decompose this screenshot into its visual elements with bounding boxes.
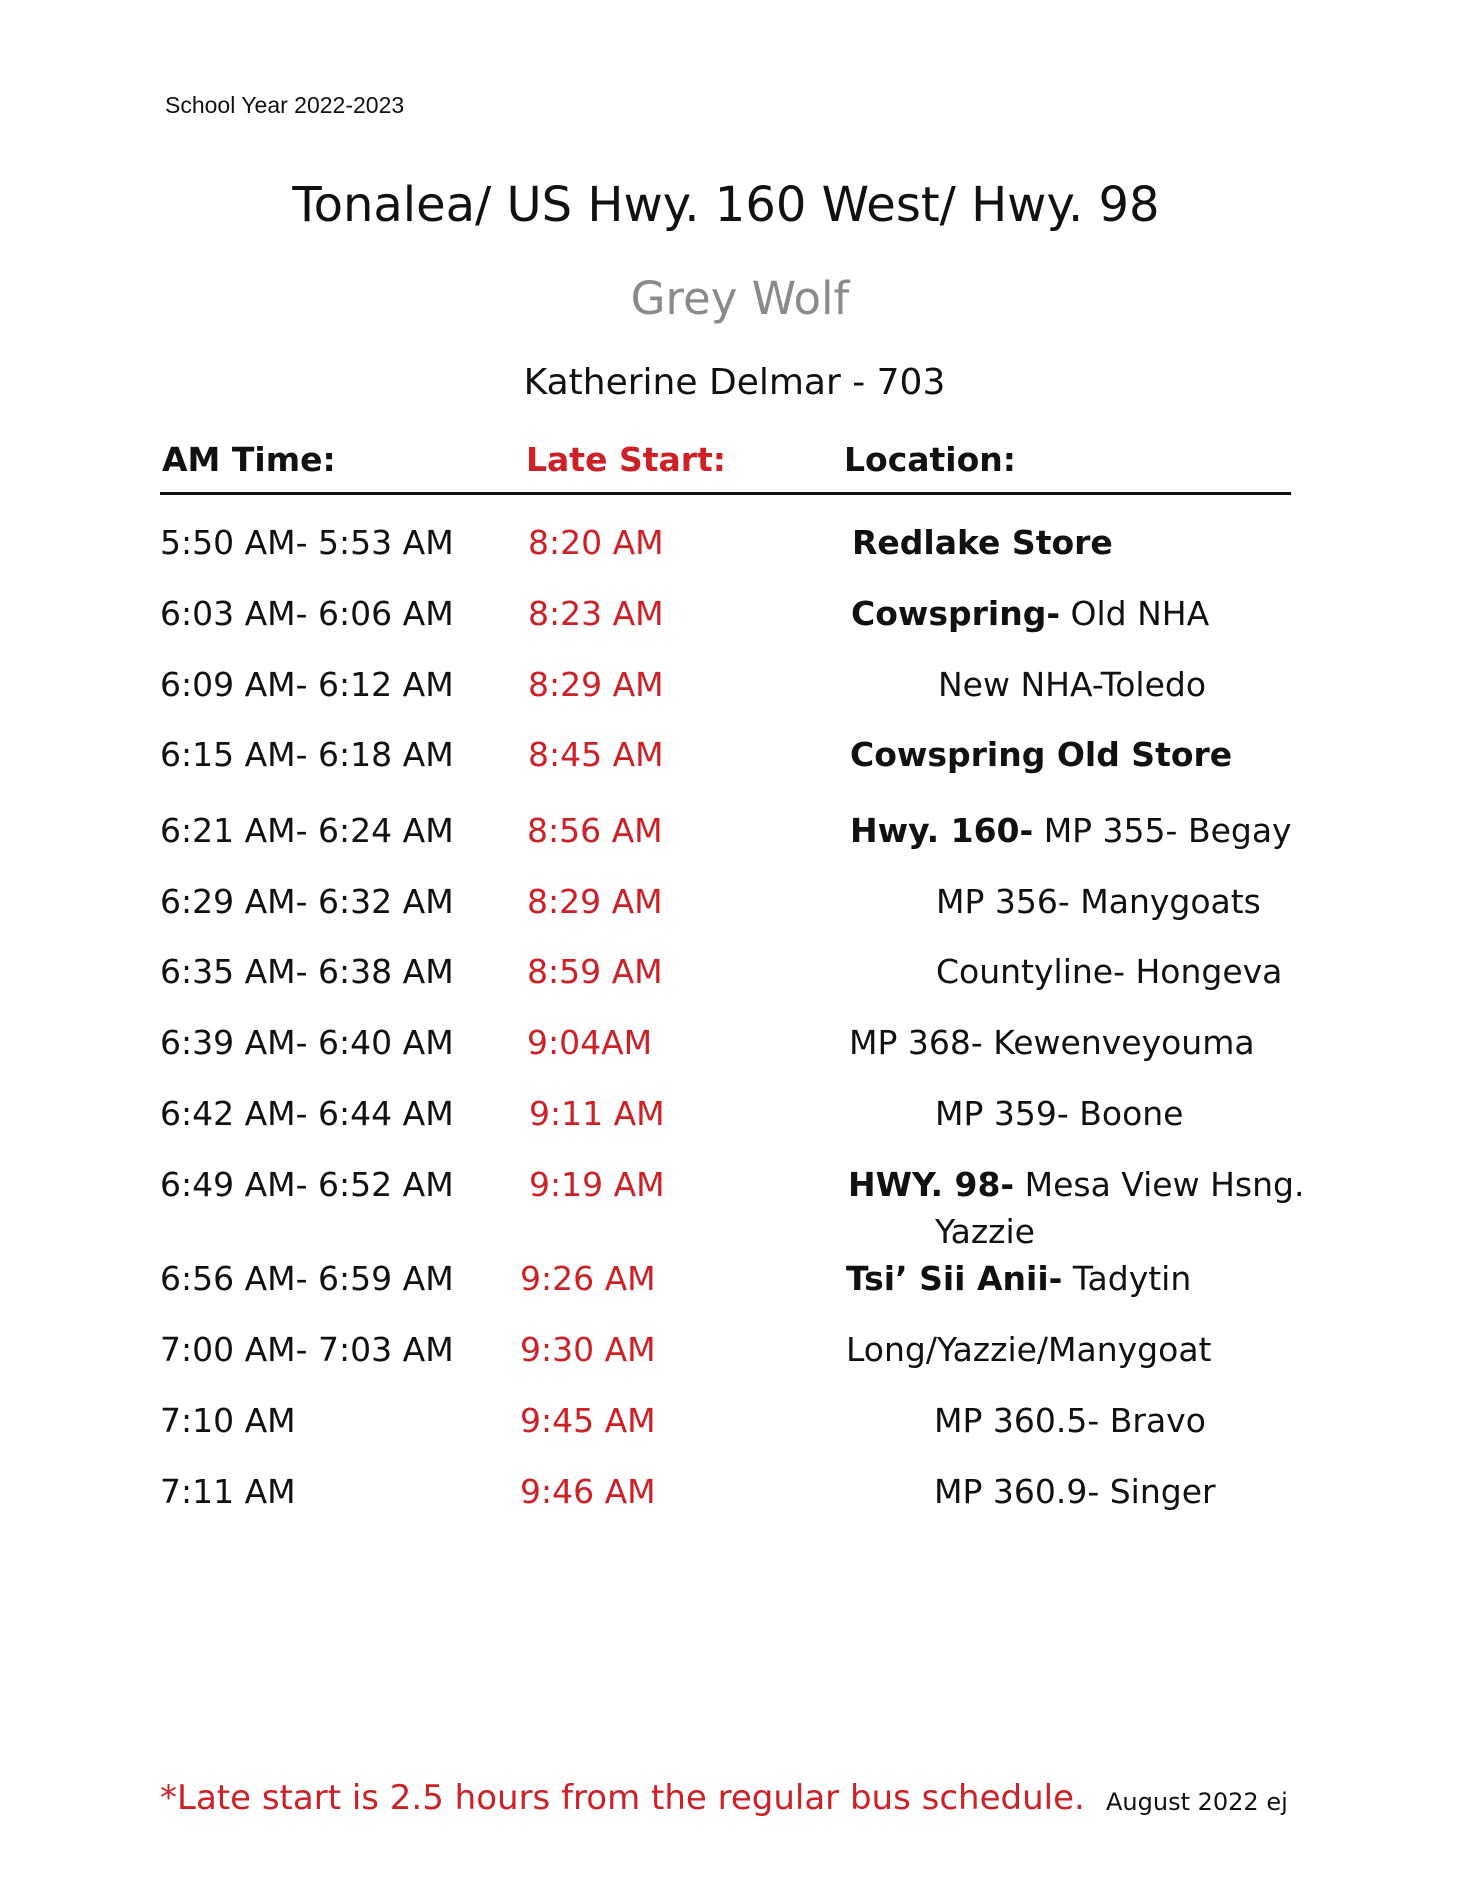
late-start-cell: 8:59 AM bbox=[527, 952, 663, 991]
late-start-cell: 8:45 AM bbox=[528, 735, 664, 774]
am-time-cell: 6:29 AM- 6:32 AM bbox=[160, 882, 454, 921]
location-cell bbox=[934, 1472, 1216, 1511]
location-text: MP 360.5- Bravo bbox=[934, 1401, 1206, 1440]
location-text: Tadytin bbox=[1062, 1259, 1192, 1298]
am-time-cell: 6:09 AM- 6:12 AM bbox=[160, 665, 454, 704]
header-divider bbox=[160, 492, 1291, 495]
am-time-cell: 6:03 AM- 6:06 AM bbox=[160, 594, 454, 633]
am-time-cell: 7:11 AM bbox=[160, 1472, 296, 1511]
column-header-late-start: Late Start: bbox=[526, 440, 726, 479]
late-start-cell: 8:29 AM bbox=[528, 665, 664, 704]
location-cell bbox=[936, 952, 1282, 991]
am-time-cell: 6:21 AM- 6:24 AM bbox=[160, 811, 454, 850]
am-time-cell: 6:49 AM- 6:52 AM bbox=[160, 1165, 454, 1204]
location-cell bbox=[850, 735, 1232, 774]
location-text: New NHA-Toledo bbox=[938, 665, 1207, 704]
location-text: MP 368- Kewenveyouma bbox=[849, 1023, 1255, 1062]
am-time-cell: 7:10 AM bbox=[160, 1401, 296, 1440]
location-cell-line2: Yazzie bbox=[935, 1212, 1035, 1251]
late-start-cell: 9:04AM bbox=[527, 1023, 653, 1062]
am-time-cell: 6:35 AM- 6:38 AM bbox=[160, 952, 454, 991]
location-text: MP 355- Begay bbox=[1033, 811, 1292, 850]
am-time-cell: 6:39 AM- 6:40 AM bbox=[160, 1023, 454, 1062]
school-year-label: School Year 2022-2023 bbox=[165, 92, 405, 118]
location-bold: Redlake Store bbox=[852, 523, 1113, 562]
column-header-location: Location: bbox=[844, 440, 1016, 479]
driver-name: Katherine Delmar - 703 bbox=[523, 362, 946, 403]
am-time-cell: 6:42 AM- 6:44 AM bbox=[160, 1094, 454, 1133]
route-title: Tonalea/ US Hwy. 160 West/ Hwy. 98 bbox=[292, 177, 1160, 233]
am-time-cell: 7:00 AM- 7:03 AM bbox=[160, 1330, 454, 1369]
location-cell bbox=[846, 1259, 1191, 1298]
location-bold: Cowspring- bbox=[851, 594, 1061, 633]
late-start-cell: 8:29 AM bbox=[527, 882, 663, 921]
location-text: MP 360.9- Singer bbox=[934, 1472, 1216, 1511]
location-cell bbox=[935, 1094, 1183, 1133]
location-text: MP 356- Manygoats bbox=[936, 882, 1261, 921]
location-cell bbox=[849, 1023, 1255, 1062]
late-start-cell: 8:20 AM bbox=[528, 523, 664, 562]
location-cell bbox=[850, 811, 1292, 850]
late-start-cell: 9:26 AM bbox=[520, 1259, 656, 1298]
late-start-cell: 9:11 AM bbox=[529, 1094, 665, 1133]
document-date: August 2022 ej bbox=[1106, 1788, 1288, 1816]
location-bold: Cowspring Old Store bbox=[850, 735, 1233, 774]
late-start-cell: 9:46 AM bbox=[520, 1472, 656, 1511]
location-text: MP 359- Boone bbox=[935, 1094, 1184, 1133]
location-bold: HWY. 98- bbox=[848, 1165, 1015, 1204]
late-start-cell: 9:45 AM bbox=[520, 1401, 656, 1440]
am-time-cell: 6:56 AM- 6:59 AM bbox=[160, 1259, 454, 1298]
am-time-cell: 6:15 AM- 6:18 AM bbox=[160, 735, 454, 774]
location-cell bbox=[846, 1330, 1211, 1369]
location-text: Mesa View Hsng. bbox=[1014, 1165, 1305, 1204]
location-cell bbox=[934, 1401, 1206, 1440]
location-cell bbox=[851, 594, 1209, 633]
late-start-footnote: *Late start is 2.5 hours from the regular bus schedule. bbox=[160, 1778, 1085, 1818]
location-cell bbox=[852, 523, 1113, 562]
route-subtitle: Grey Wolf bbox=[630, 272, 850, 325]
location-bold: Tsi’ Sii Anii- bbox=[846, 1259, 1063, 1298]
location-text: Old NHA bbox=[1060, 594, 1210, 633]
column-header-am-time: AM Time: bbox=[162, 440, 336, 479]
am-time-cell: 5:50 AM- 5:53 AM bbox=[160, 523, 454, 562]
location-cell bbox=[848, 1165, 1304, 1204]
late-start-cell: 8:56 AM bbox=[527, 811, 663, 850]
location-text: Long/Yazzie/Manygoat bbox=[846, 1330, 1212, 1369]
late-start-cell: 9:19 AM bbox=[529, 1165, 665, 1204]
late-start-cell: 9:30 AM bbox=[520, 1330, 656, 1369]
location-bold: Hwy. 160- bbox=[850, 811, 1034, 850]
location-cell bbox=[938, 665, 1206, 704]
location-cell bbox=[936, 882, 1261, 921]
late-start-cell: 8:23 AM bbox=[528, 594, 664, 633]
location-text: Countyline- Hongeva bbox=[936, 952, 1283, 991]
